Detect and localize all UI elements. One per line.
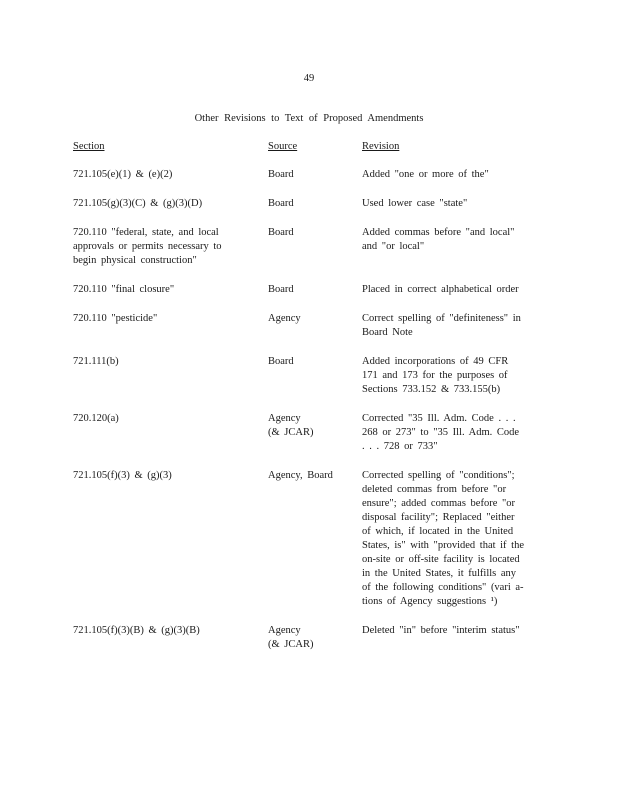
page-title: Other Revisions to Text of Proposed Amendments: [194, 113, 424, 124]
revision-cell-line: Added "one or more of the": [362, 169, 489, 180]
source-cell-line: (& JCAR): [268, 427, 314, 438]
revision-cell-line: ensure"; added commas before "or: [362, 498, 516, 509]
revision-cell: [362, 197, 542, 211]
source-cell-line: Board: [268, 227, 294, 238]
revision-cell-line: Placed in correct alphabetical order: [362, 284, 519, 295]
source-cell: [268, 624, 348, 652]
revision-cell-line: of which, if located in the United: [362, 526, 514, 537]
source-cell: [268, 312, 348, 326]
header-revision: Revision: [362, 141, 400, 152]
section-cell: [73, 168, 238, 182]
revision-cell-line: Added commas before "and local": [362, 227, 515, 238]
revision-cell: [362, 412, 542, 454]
header-source: Source: [268, 141, 298, 152]
revision-cell: [362, 226, 542, 254]
revision-cell: [362, 624, 542, 638]
revision-cell-line: disposal facility"; Replaced "either: [362, 512, 515, 523]
revision-cell-line: States, is" with "provided that if the: [362, 540, 525, 551]
table-row: [0, 226, 618, 283]
revisions-table: [0, 168, 618, 667]
section-cell: [73, 624, 238, 638]
section-cell-line: 720.110 "pesticide": [73, 313, 158, 324]
section-cell-line: 721.105(f)(3) & (g)(3): [73, 470, 172, 481]
table-row: [0, 624, 618, 667]
table-row: [0, 312, 618, 355]
table-row: [0, 469, 618, 624]
revision-cell-line: . . . 728 or 733": [362, 441, 438, 452]
table-row: [0, 355, 618, 412]
revision-cell-line: 171 and 173 for the purposes of: [362, 370, 508, 381]
section-cell-line: 720.110 "federal, state, and local: [73, 227, 219, 238]
revision-cell-line: on-site or off-site facility is located: [362, 554, 520, 565]
header-section: Section: [73, 141, 105, 152]
source-cell: [268, 168, 348, 182]
section-cell-line: 721.105(g)(3)(C) & (g)(3)(D): [73, 198, 203, 209]
source-cell: [268, 469, 348, 483]
section-cell-line: 720.120(a): [73, 413, 119, 424]
revision-cell-line: of the following conditions" (vari a-: [362, 582, 524, 593]
source-cell-line: Board: [268, 198, 294, 209]
section-cell: [73, 469, 238, 483]
section-cell-line: 720.110 "final closure": [73, 284, 175, 295]
source-cell-line: Board: [268, 169, 294, 180]
source-cell-line: Agency, Board: [268, 470, 333, 481]
section-cell-line: 721.105(e)(1) & (e)(2): [73, 169, 173, 180]
source-cell: [268, 197, 348, 211]
revision-cell-line: deleted commas from before "or: [362, 484, 507, 495]
revision-cell-line: Sections 733.152 & 733.155(b): [362, 384, 501, 395]
source-cell-line: Agency: [268, 625, 301, 636]
revision-cell: [362, 469, 542, 609]
section-cell-line: 721.111(b): [73, 356, 119, 367]
page-number: 49: [303, 73, 315, 84]
revision-cell: [362, 355, 542, 397]
revision-cell-line: Corrected spelling of "conditions";: [362, 470, 515, 481]
section-cell: [73, 355, 238, 369]
section-cell: [73, 412, 238, 426]
section-cell-line: begin physical construction": [73, 255, 197, 266]
source-cell: [268, 355, 348, 369]
source-cell-line: (& JCAR): [268, 639, 314, 650]
table-row: [0, 283, 618, 312]
revision-cell-line: Corrected "35 Ill. Adm. Code . . .: [362, 413, 516, 424]
revision-cell-line: Correct spelling of "definiteness" in: [362, 313, 521, 324]
revision-cell: [362, 283, 542, 297]
source-cell: [268, 412, 348, 440]
revision-cell-line: 268 or 273" to "35 Ill. Adm. Code: [362, 427, 520, 438]
revision-cell-line: in the United States, it fulfills any: [362, 568, 517, 579]
section-cell-line: 721.105(f)(3)(B) & (g)(3)(B): [73, 625, 200, 636]
revision-cell-line: Used lower case "state": [362, 198, 468, 209]
table-row: [0, 197, 618, 226]
source-cell-line: Agency: [268, 413, 301, 424]
revision-cell-line: Deleted "in" before "interim status": [362, 625, 520, 636]
revision-cell: [362, 168, 542, 182]
section-cell: [73, 312, 238, 326]
source-cell-line: Agency: [268, 313, 301, 324]
source-cell: [268, 283, 348, 297]
revision-cell-line: Added incorporations of 49 CFR: [362, 356, 509, 367]
table-row: [0, 168, 618, 197]
revision-cell-line: and "or local": [362, 241, 425, 252]
source-cell-line: Board: [268, 356, 294, 367]
source-cell-line: Board: [268, 284, 294, 295]
revision-cell-line: Board Note: [362, 327, 413, 338]
revision-cell: [362, 312, 542, 340]
section-cell-line: approvals or permits necessary to: [73, 241, 222, 252]
revision-cell-line: tions of Agency suggestions ¹): [362, 596, 498, 607]
section-cell: [73, 283, 238, 297]
source-cell: [268, 226, 348, 240]
section-cell: [73, 226, 238, 268]
section-cell: [73, 197, 238, 211]
table-row: [0, 412, 618, 469]
